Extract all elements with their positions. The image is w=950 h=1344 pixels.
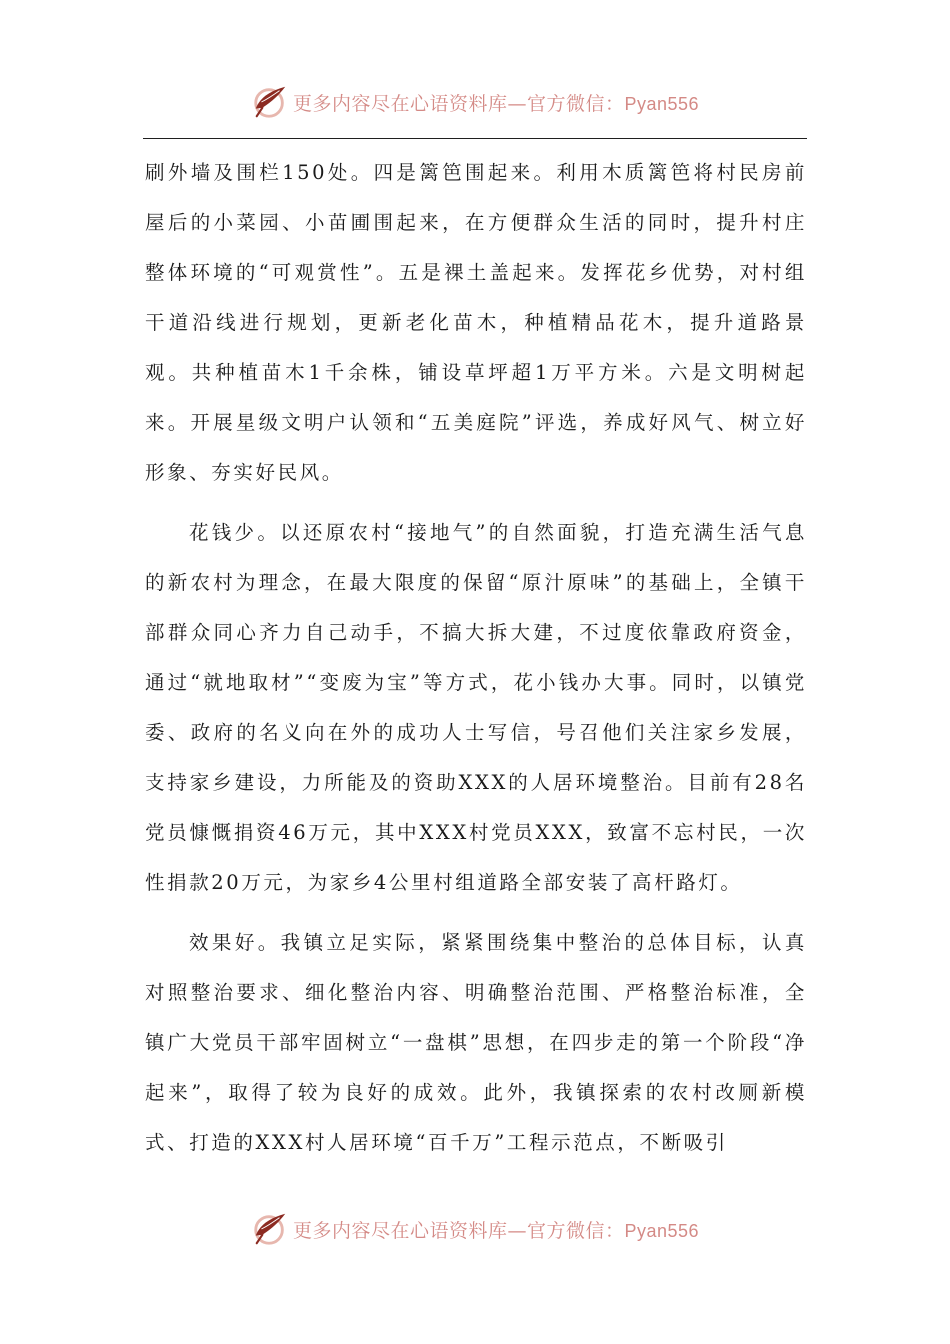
quill-logo-icon: [251, 83, 289, 121]
wechat-id: Pyan556: [624, 93, 700, 114]
footer-banner: [0, 1207, 950, 1251]
paragraph-3: 效果好。我镇立足实际，紧紧围绕集中整治的总体目标，认真对照整治要求、细化整治内容、明确整治范围、严格整治标准，全镇广大党员干部牢固树立“一盘棋”思想，在四步走的第一个阶段“净起来”，取得了较为良好的成效。此外，我镇探索的农村改厕新模式、打造的XXX村人居环境“百千万”工程示范点，不断吸引: [145, 931, 807, 1154]
paragraph-2: 花钱少。以还原农村“接地气”的自然面貌，打造充满生活气息的新农村为理念，在最大限度的保留“原汁原味”的基础上，全镇干部群众同心齐力自己动手，不搞大拆大建，不过度依靠政府资金，通过“就地取材”“变废为宝”等方式，花小钱办大事。同时，以镇党委、政府的名义向在外的成功人士写信，号召他们关注家乡发展，支持家乡建设，力所能及的资助XXX的人居环境整治。目前有28名党员慷慨捐资46万元，其中XXX村党员XXX，致富不忘村民，一次性捐款20万元，为家乡4公里村组道路全部安装了高杆路灯。: [145, 521, 807, 894]
banner-text: 更多内容尽在心语资料库—官方微信：: [292, 92, 625, 115]
header-banner: [0, 80, 950, 124]
quill-logo-icon: [251, 1210, 289, 1248]
header-divider: [143, 138, 807, 139]
banner-text: 更多内容尽在心语资料库—官方微信：: [292, 1219, 625, 1242]
paragraph-1: 刷外墙及围栏150处。四是篱笆围起来。利用木质篱笆将村民房前屋后的小菜园、小苗圃围起来，在方便群众生活的同时，提升村庄整体环境的“可观赏性”。五是裸土盖起来。发挥花乡优势，对村组干道沿线进行规划，更新老化苗木，种植精品花木，提升道路景观。共种植苗木1千余株，铺设草坪超1万平方米。六是文明树起来。开展星级文明户认领和“五美庭院”评选，养成好风气、树立好形象、夯实好民风。: [145, 161, 807, 484]
document-body: [145, 148, 807, 1168]
wechat-id: Pyan556: [624, 1220, 700, 1241]
